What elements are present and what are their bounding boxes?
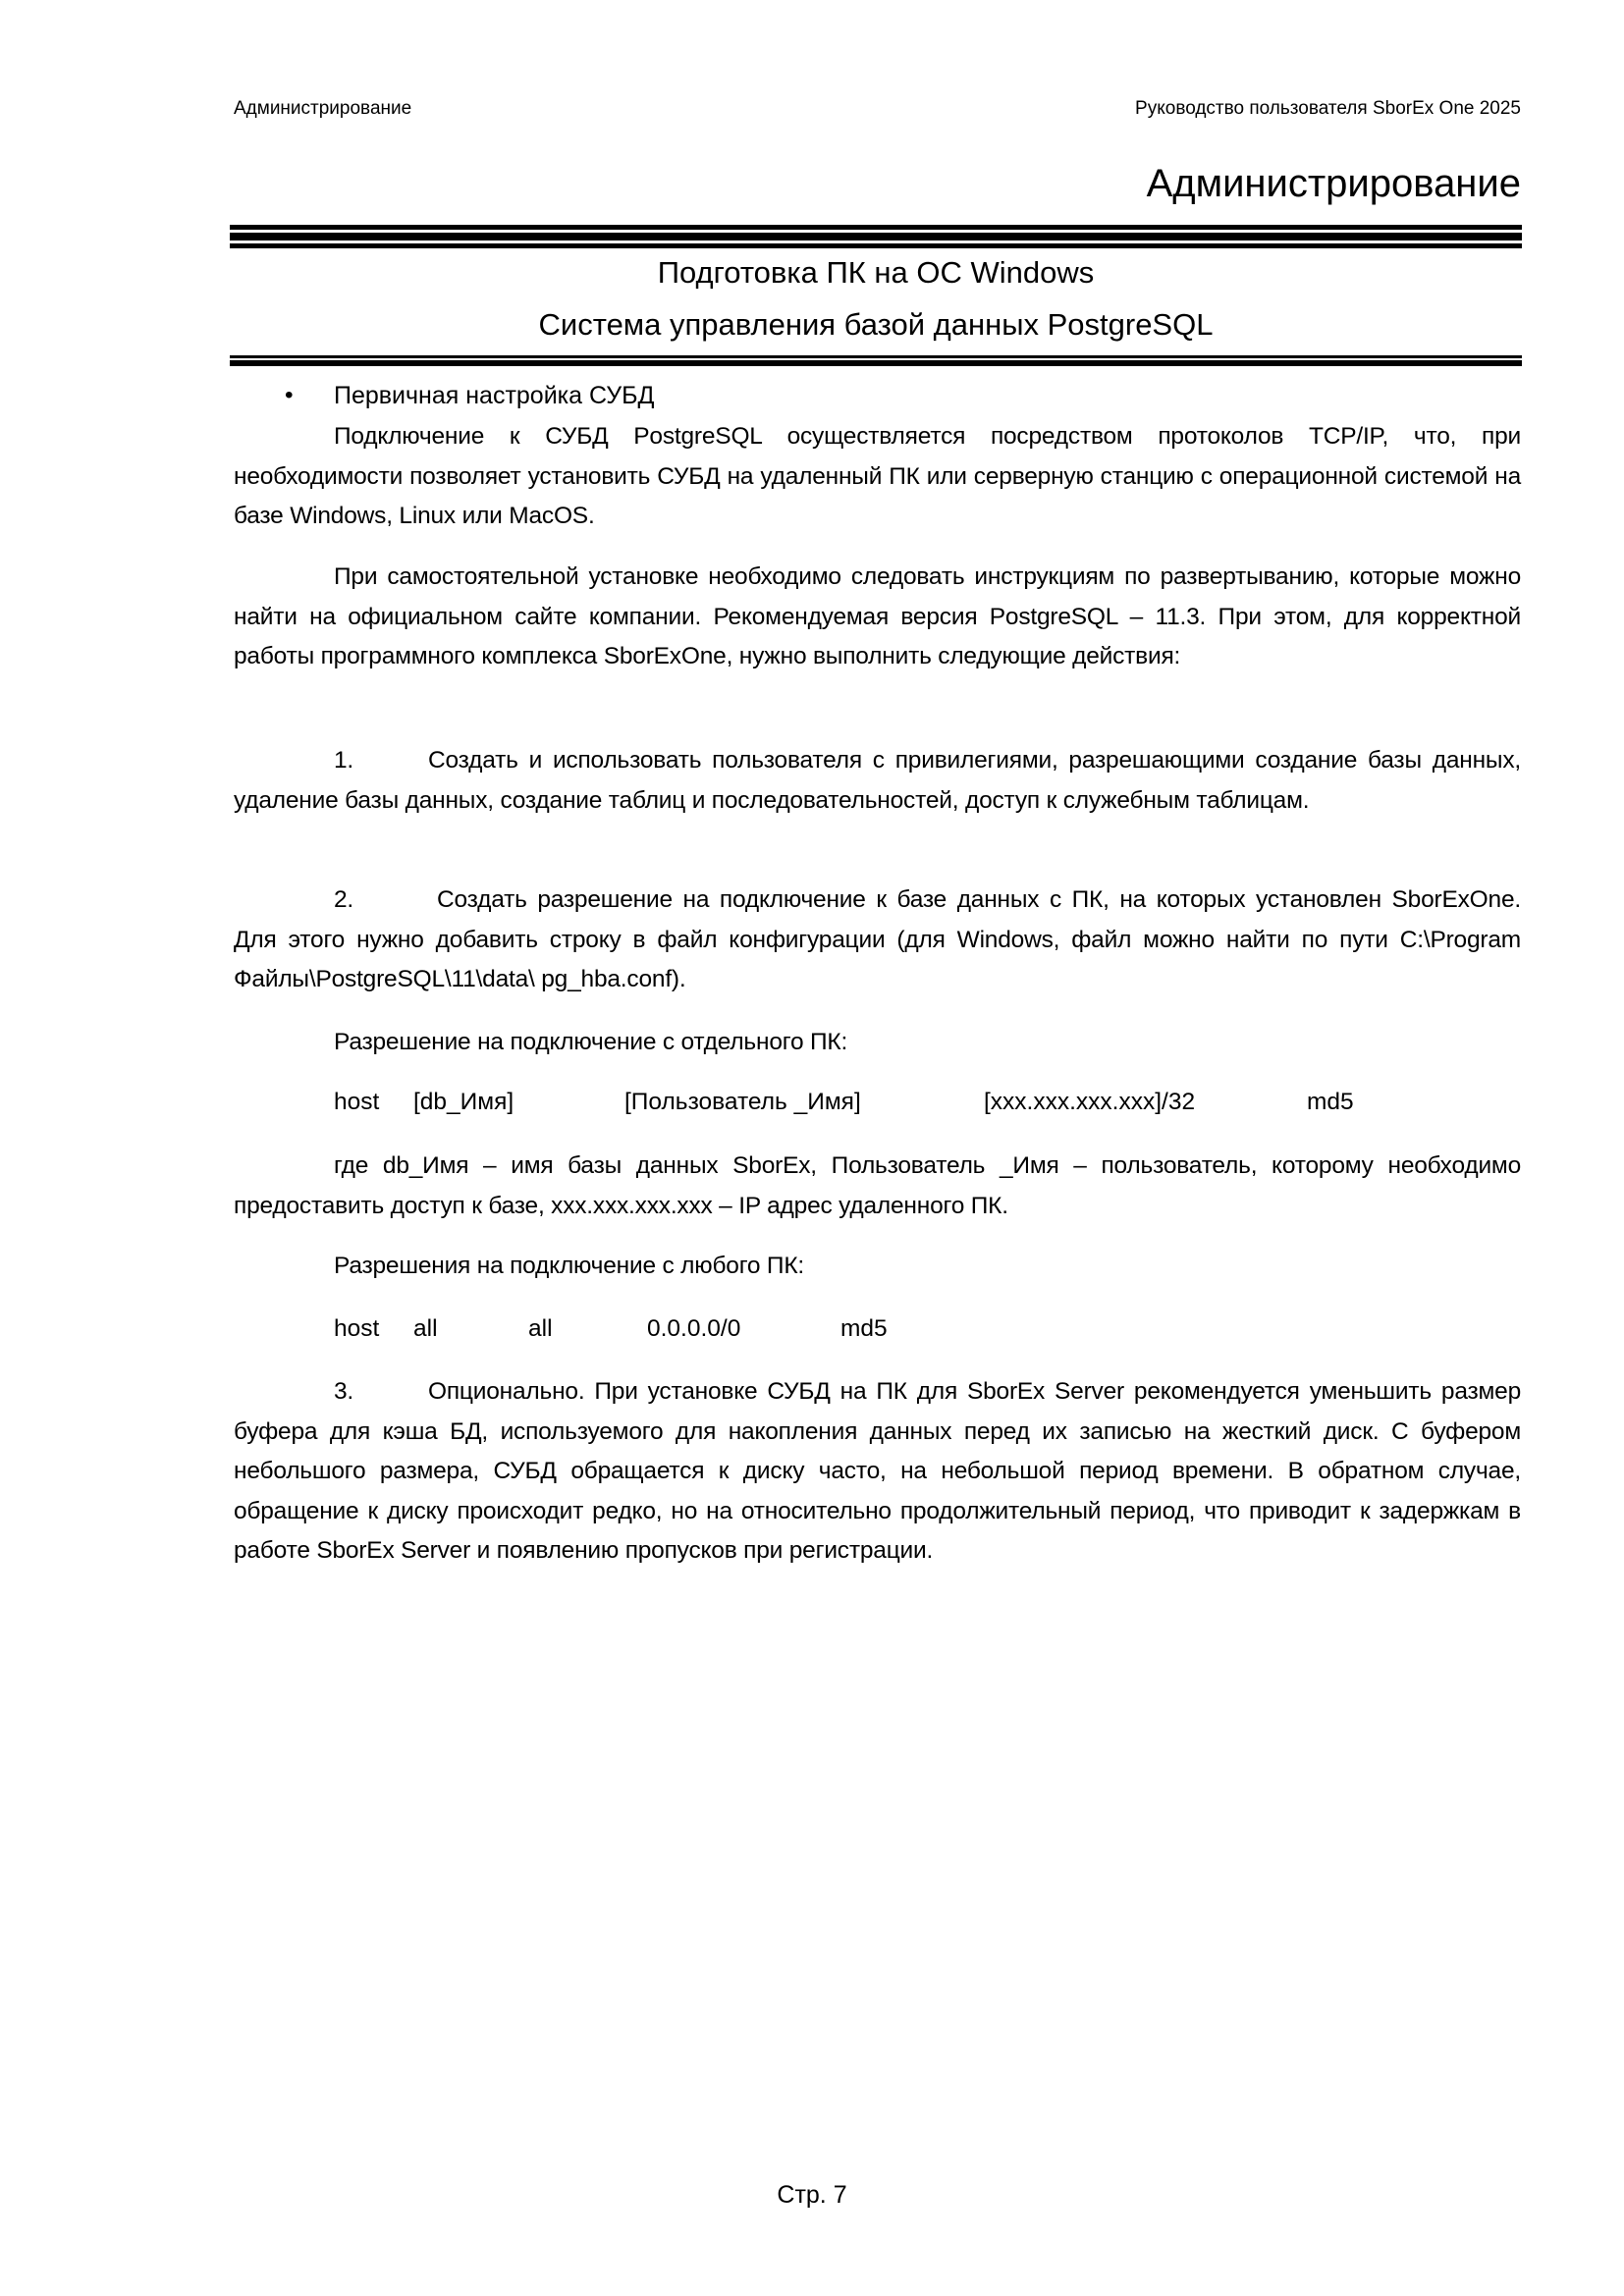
list-item-2 — [234, 881, 1521, 1000]
divider-line — [230, 360, 1522, 366]
subtitle-dbms: Система управления базой данных PostgreSQL — [538, 307, 1214, 342]
paragraph-connection: Подключение к СУБД PostgreSQL осуществляется посредством протоколов TCP/IP, что, при необходимости позволяет установить СУБД на удаленный ПК или серверную станцию с операционной системой на базе Windows, Linux или MacOS. — [234, 423, 1521, 530]
subtitle-os: Подготовка ПК на ОС Windows — [657, 255, 1095, 290]
list-item-3 — [234, 1372, 1521, 1572]
running-header-right: Руководство пользователя SborEx One 2025 — [1135, 98, 1521, 119]
config-token: host — [334, 1315, 380, 1342]
config-token: 0.0.0.0/0 — [647, 1315, 741, 1342]
divider-line — [230, 233, 1522, 240]
list-number: 1. — [334, 747, 354, 774]
config-token: host — [334, 1089, 380, 1115]
list-item-text: Создать разрешение на подключение к базе данных с ПК, на которых установлен SborExOne. Для этого нужно добавить строку в файл конфигурации (для Windows, файл можно найти по пути C:\Program Файлы\PostgreSQL\11\data\ pg_hba.conf). — [234, 886, 1521, 993]
list-item-text: Создать и использовать пользователя с привилегиями, разрешающими создание базы данных, удаление базы данных, создание таблиц и последовательностей, доступ к служебным таблицам. — [234, 747, 1521, 814]
config-token: md5 — [1307, 1089, 1354, 1115]
list-item-text: Опционально. При установке СУБД на ПК для SborEx Server рекомендуется уменьшить размер буфера для кэша БД, используемого для накопления данных перед их записью на жесткий диск. С буфером небольшого размера, СУБД обращается к диску часто, на небольшой период времени. В обратном случае, обращение к диску происходит редко, но на относительно продолжительный период, что приводит к задержкам в работе SborEx Server и появлению пропусков при регистрации. — [234, 1378, 1521, 1565]
divider-line — [230, 243, 1522, 248]
bullet-heading: Первичная настройка СУБД — [334, 382, 655, 409]
config-line-single — [0, 1083, 1624, 1122]
divider-line — [230, 355, 1522, 358]
divider-line — [230, 225, 1522, 230]
paragraph-any-pc: Разрешения на подключение с любого ПК: — [334, 1253, 805, 1279]
config-token: [Пользователь _Имя] — [624, 1089, 861, 1115]
paragraph-single-pc: Разрешение на подключение с отдельного ПК: — [334, 1029, 848, 1055]
config-token: md5 — [840, 1315, 888, 1342]
bullet-marker: • — [285, 382, 294, 408]
list-item-1 — [234, 741, 1521, 821]
paragraph-installation: При самостоятельной установке необходимо следовать инструкциям по развертыванию, которые можно найти на официальном сайте компании. Рекомендуемая версия PostgreSQL – 11.3. При этом, для корректной работы программного комплекса SborExOne, нужно выполнить следующие действия: — [234, 563, 1521, 670]
config-line-any — [0, 1309, 1624, 1349]
list-number: 2. — [334, 886, 354, 913]
config-token: all — [413, 1315, 438, 1342]
running-header-left: Администрирование — [234, 98, 412, 119]
section-title: Администрирование — [1146, 162, 1521, 205]
config-token: [xxx.xxx.xxx.xxx]/32 — [984, 1089, 1196, 1115]
config-token: all — [528, 1315, 553, 1342]
list-number: 3. — [334, 1378, 354, 1405]
config-token: [db_Имя] — [413, 1089, 514, 1115]
paragraph-where: где db_Имя – имя базы данных SborEx, Пользователь _Имя – пользователь, которому необходимо предоставить доступ к базе, xxx.xxx.xxx.xxx – IP адрес удаленного ПК. — [234, 1152, 1521, 1219]
page-number: Стр. 7 — [777, 2181, 847, 2209]
